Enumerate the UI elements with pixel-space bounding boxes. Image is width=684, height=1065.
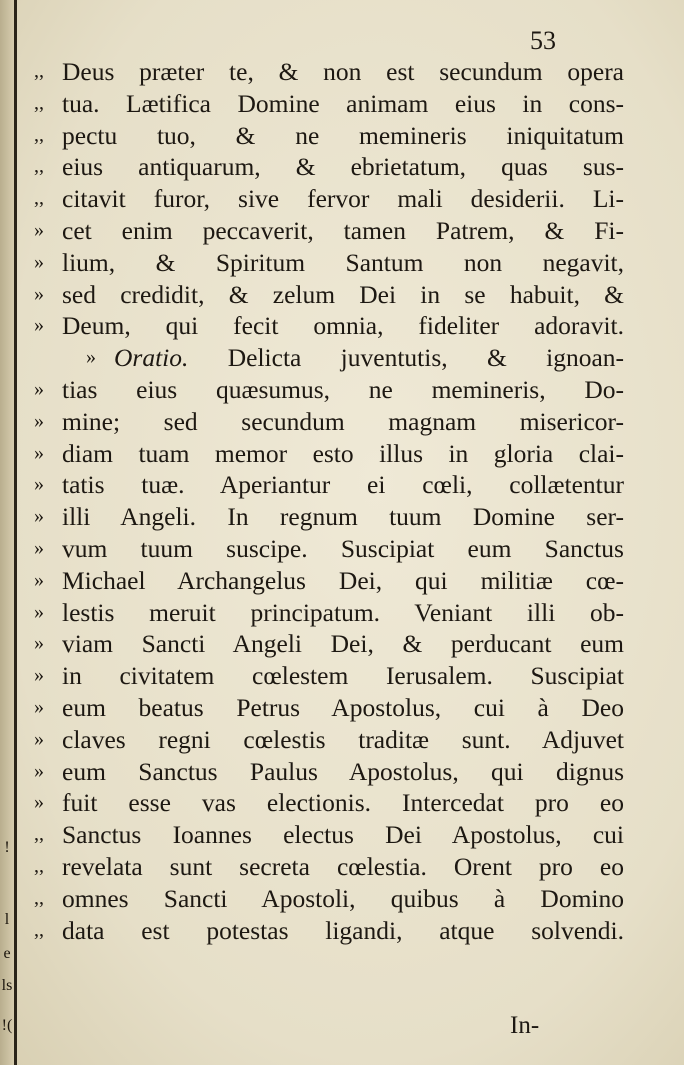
- section-label: Oratio.: [114, 343, 189, 373]
- line-text: cet enim peccaverit, tamen Patrem, & Fi-: [62, 215, 624, 245]
- text-line: [34, 247, 624, 279]
- text-line: [34, 406, 624, 438]
- text-line: [34, 501, 624, 533]
- line-text: omnes Sancti Apostoli, quibus à Domino: [62, 883, 624, 913]
- text-line: [34, 851, 624, 883]
- quotation-mark: »: [34, 473, 44, 496]
- line-text: Sanctus Ioannes electus Dei Apostolus, cui: [62, 820, 624, 850]
- margin-fragment: l: [4, 911, 10, 928]
- text-line: [34, 310, 624, 342]
- text-line: [34, 183, 624, 215]
- margin-fragment: !: [4, 839, 10, 856]
- facing-page-edge: [14, 0, 17, 1065]
- quotation-mark: »: [34, 377, 44, 400]
- quotation-mark: »: [34, 282, 44, 305]
- text-line: [34, 819, 624, 851]
- quotation-mark: ,,: [34, 60, 44, 82]
- text-line: [34, 151, 624, 183]
- text-line: [34, 787, 624, 819]
- text-line: [34, 215, 624, 247]
- quotation-mark: ,,: [34, 123, 44, 146]
- text-line: [34, 597, 624, 629]
- text-line: [34, 56, 624, 88]
- quotation-mark: »: [34, 600, 44, 623]
- line-text: lestis meruit principatum. Veniant illi ob-: [62, 597, 624, 627]
- quotation-mark: ,,: [34, 823, 44, 846]
- line-text: Michael Archangelus Dei, qui militiæ cœ-: [62, 565, 624, 595]
- text-line: [34, 438, 624, 470]
- line-text: viam Sancti Angeli Dei, & perducant eum: [62, 629, 624, 659]
- line-text: mine; sed secundum magnam misericor-: [62, 406, 624, 436]
- line-text: citavit furor, sive fervor mali desiderii. Li-: [62, 184, 624, 214]
- margin-fragment: ls: [1, 977, 13, 994]
- line-text-rest: Delicta juventutis, & ignoan-: [227, 343, 624, 373]
- text-line: [34, 692, 624, 724]
- quotation-mark: »: [34, 664, 44, 687]
- text-line: [34, 565, 624, 597]
- quotation-mark: »: [86, 346, 96, 369]
- quotation-mark: »: [34, 536, 44, 559]
- line-text: eum beatus Petrus Apostolus, cui à Deo: [62, 692, 624, 722]
- quotation-mark: ,,: [34, 886, 44, 909]
- quotation-mark: »: [34, 409, 44, 432]
- text-line: [34, 756, 624, 788]
- line-text: tua. Lætifica Domine animam eius in cons-: [62, 88, 624, 118]
- quotation-mark: »: [34, 250, 44, 273]
- quotation-mark: ,,: [34, 918, 44, 941]
- text-line: [34, 88, 624, 120]
- line-text: [114, 342, 624, 374]
- line-text: in civitatem cœlestem Ierusalem. Suscipiat: [62, 661, 624, 691]
- catchword: In-: [510, 1012, 540, 1039]
- quotation-mark: »: [34, 218, 44, 241]
- line-text: Deus præter te, & non est secundum opera: [62, 57, 624, 86]
- line-text: tias eius quæsumus, ne memineris, Do-: [62, 374, 624, 404]
- quotation-mark: ,,: [34, 91, 44, 114]
- margin-fragment: !(: [1, 1017, 13, 1034]
- text-line: [34, 342, 624, 374]
- text-line: [34, 469, 624, 501]
- text-line: [34, 628, 624, 660]
- text-line: [34, 883, 624, 915]
- line-text: diam tuam memor esto illus in gloria clai-: [62, 438, 624, 468]
- quotation-mark: »: [34, 791, 44, 814]
- quotation-mark: »: [34, 441, 44, 464]
- line-text: eum Sanctus Paulus Apostolus, qui dignus: [62, 756, 624, 786]
- body-text: [34, 56, 624, 946]
- text-line: [34, 120, 624, 152]
- line-text: revelata sunt secreta cœlestia. Orent pro eo: [62, 851, 624, 881]
- line-text: sed credidit, & zelum Dei in se habuit, &: [62, 279, 624, 309]
- quotation-mark: ,,: [34, 854, 44, 877]
- text-line: [34, 374, 624, 406]
- quotation-mark: »: [34, 727, 44, 750]
- quotation-mark: »: [34, 632, 44, 655]
- quotation-mark: »: [34, 505, 44, 528]
- line-text: Deum, qui fecit omnia, fideliter adoravit.: [62, 311, 624, 341]
- text-line: [34, 660, 624, 692]
- quotation-mark: ,,: [34, 187, 44, 210]
- line-text: fuit esse vas electionis. Intercedat pro eo: [62, 788, 624, 818]
- line-text: data est potestas ligandi, atque solvendi.: [62, 915, 624, 945]
- text-line: [34, 279, 624, 311]
- quotation-mark: »: [34, 568, 44, 591]
- line-text: illi Angeli. In regnum tuum Domine ser-: [62, 502, 624, 532]
- quotation-mark: ,,: [34, 155, 44, 178]
- margin-fragment: e: [3, 945, 11, 962]
- page-number: 53: [530, 26, 556, 55]
- line-text: eius antiquarum, & ebrietatum, quas sus-: [62, 152, 624, 182]
- gutter-shadow: [0, 0, 14, 1065]
- quotation-mark: »: [34, 695, 44, 718]
- quotation-mark: »: [34, 314, 44, 337]
- text-line: [34, 533, 624, 565]
- line-text: tatis tuæ. Aperiantur ei cœli, collætentur: [62, 470, 624, 500]
- line-text: pectu tuo, & ne memineris iniquitatum: [62, 120, 624, 150]
- line-text: claves regni cœlestis traditæ sunt. Adjuvet: [62, 724, 624, 754]
- quotation-mark: »: [34, 759, 44, 782]
- line-text: vum tuum suscipe. Suscipiat eum Sanctus: [62, 533, 624, 563]
- text-line: [34, 724, 624, 756]
- text-line: [34, 915, 624, 947]
- line-text: lium, & Spiritum Santum non negavit,: [62, 247, 624, 277]
